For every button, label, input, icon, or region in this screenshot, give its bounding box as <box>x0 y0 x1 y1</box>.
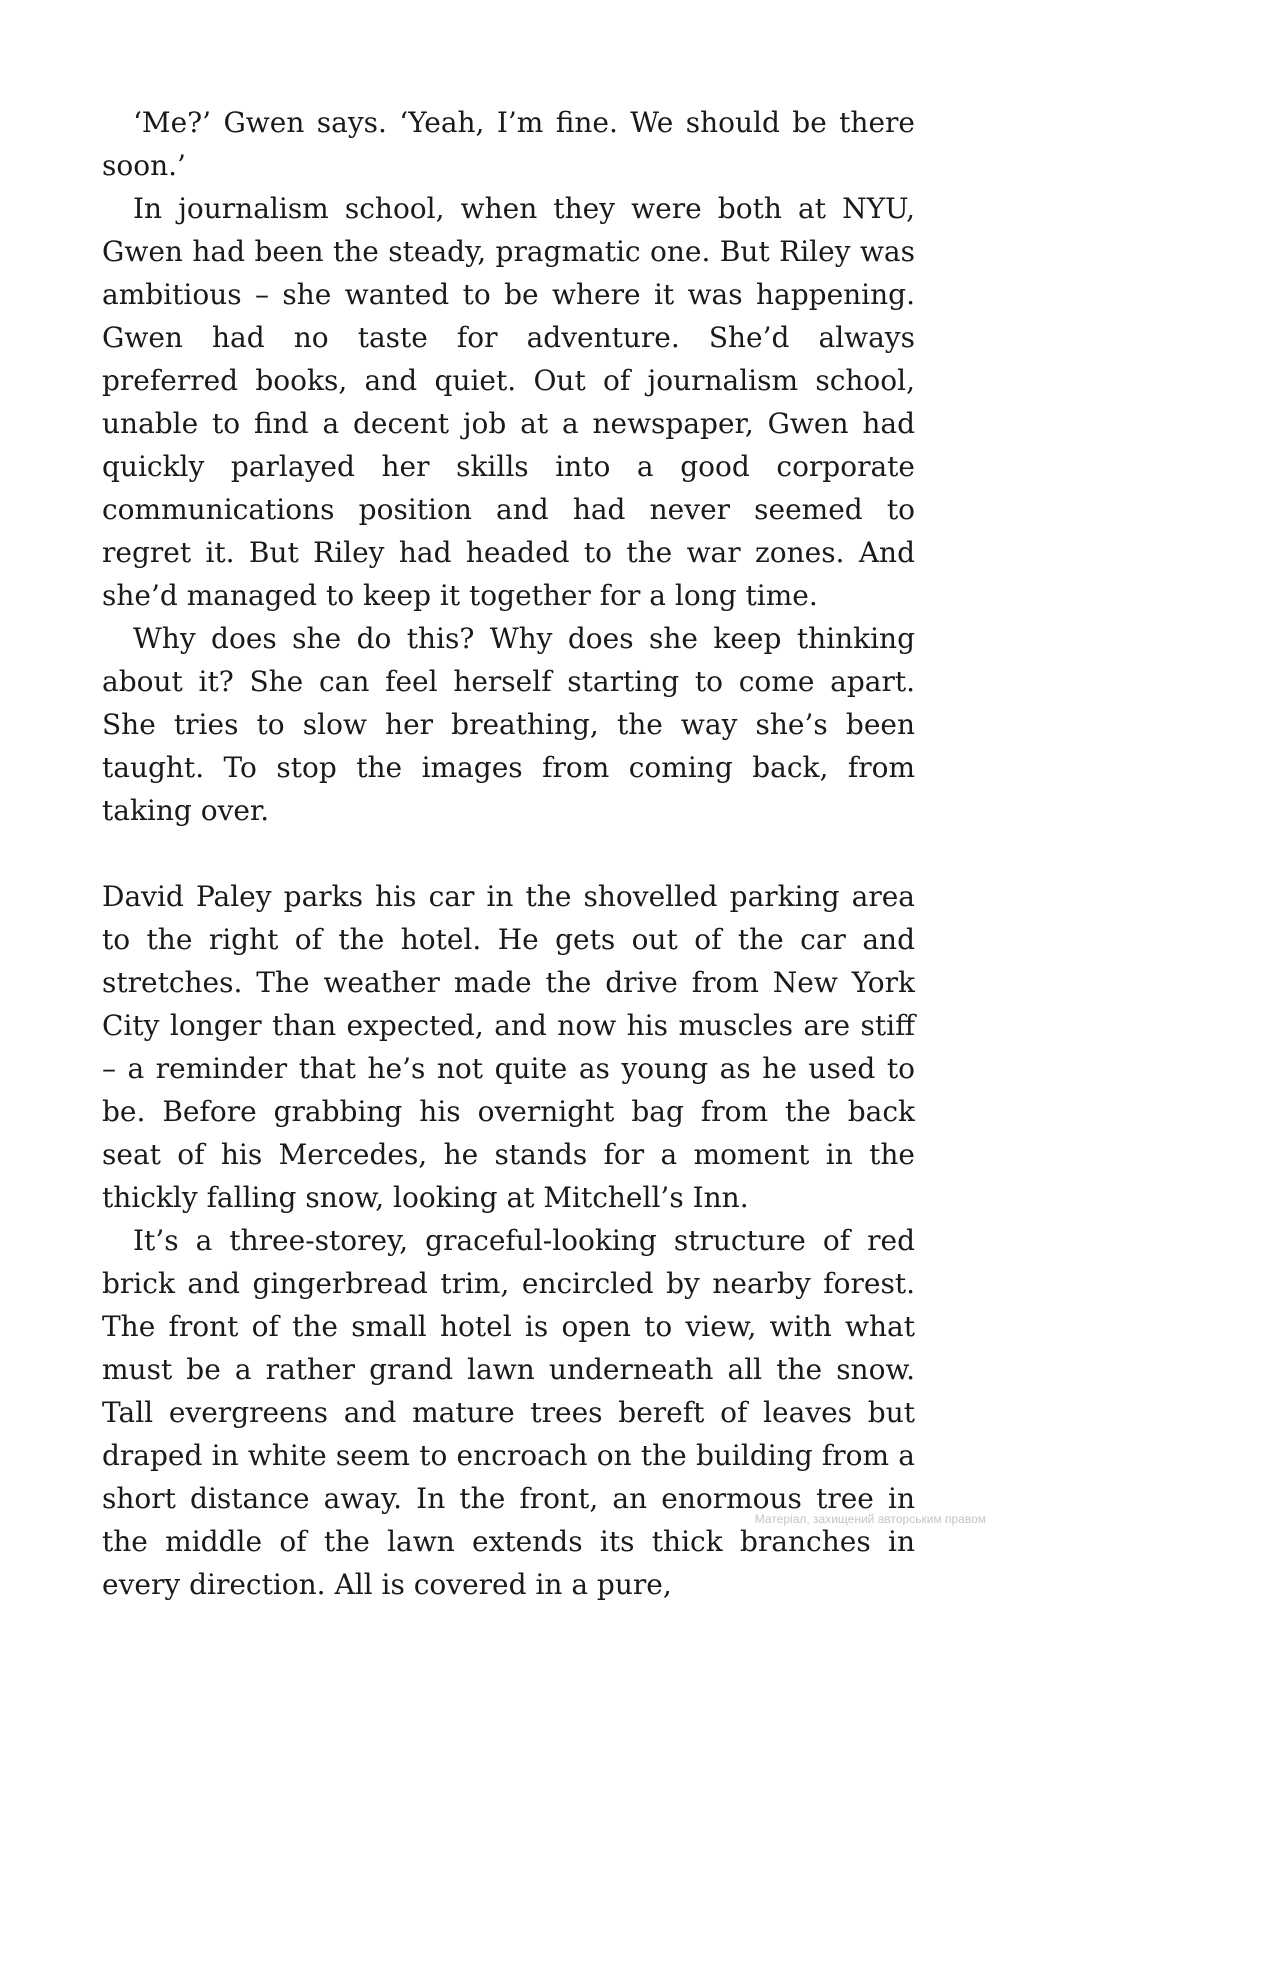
copyright-watermark: Матеріал, захищений авторським правом <box>754 1512 986 1526</box>
paragraph-inn-description: It’s a three-storey, graceful-looking structure of red brick and gingerbread trim, encircled by nearby forest. The front of the small hotel is open to view, with what must be a rather grand lawn underneath all the snow. Tall evergreens and mature trees bereft of leaves but draped in white seem to encroach on the building from a short distance away. In the front, an enormous tree in the middle of the lawn extends its thick branches in every direction. All is covered in a pure, <box>102 1224 915 1601</box>
paragraph-why-does-she: Why does she do this? Why does she keep thinking about it? She can feel herself starting to come apart. She tries to slow her breathing, the way she’s been taught. To stop the images from coming back, from taking over. <box>102 622 915 827</box>
paragraph-gwen-reply: ‘Me?’ Gwen says. ‘Yeah, I’m fine. We should be there soon.’ <box>102 106 915 182</box>
section-break <box>102 832 915 875</box>
paragraph-journalism-school: In journalism school, when they were both at NYU, Gwen had been the steady, pragmatic one. But Riley was ambitious – she wanted to be where it was happening. Gwen had no taste for adventure. She’d always preferred books, and quiet. Out of journalism school, unable to find a decent job at a newspaper, Gwen had quickly parlayed her skills into a good corporate communications position and had never seemed to regret it. But Riley had headed to the war zones. And she’d managed to keep it together for a long time. <box>102 192 915 612</box>
paragraph-david-paley: David Paley parks his car in the shovelled parking area to the right of the hotel. He gets out of the car and stretches. The weather made the drive from New York City longer than expected, and now his muscles are stiff – a reminder that he’s not quite as young as he used to be. Before grabbing his overnight bag from the back seat of his Mercedes, he stands for a moment in the thickly falling snow, looking at Mitchell’s Inn. <box>102 880 915 1214</box>
book-page <box>102 101 915 1606</box>
